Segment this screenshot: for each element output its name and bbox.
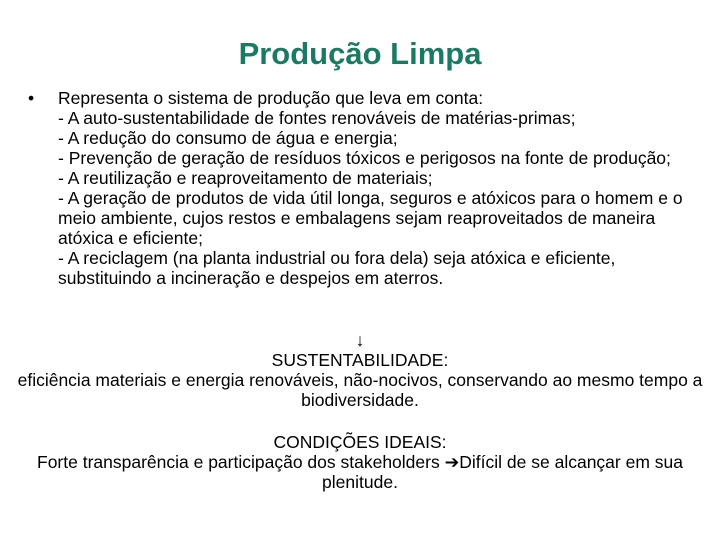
bullet-marker: • <box>28 88 35 108</box>
condicoes-text-before: Forte transparência e participação dos stakeholders <box>37 452 440 472</box>
list-item: - A redução do consumo de água e energia; <box>58 128 398 148</box>
list-item: - A geração de produtos de vida útil longa, seguros e atóxicos para o homem e o meio ambiente, cujos restos e embalagens sejam reaproveitados de maneira atóxica e eficiente; <box>58 188 683 248</box>
bullet-lead: Representa o sistema de produção que leva em conta: <box>58 88 484 108</box>
list-item: - A auto-sustentabilidade de fontes renováveis de matérias-primas; <box>58 108 576 128</box>
right-arrow-icon: ➔ <box>444 452 460 472</box>
list-item: - A reciclagem (na planta industrial ou fora dela) seja atóxica e eficiente, substituindo a incineração e despejos em aterros. <box>58 248 616 288</box>
sustentabilidade-section <box>0 350 720 410</box>
sustentabilidade-text: eficiência materiais e energia renováveis, não-nocivos, conservando ao mesmo tempo a biodiversidade. <box>17 370 703 410</box>
bullet-lead-line <box>28 88 708 108</box>
condicoes-section <box>0 432 720 492</box>
list-item: - Prevenção de geração de resíduos tóxicos e perigosos na fonte de produção; <box>58 148 671 168</box>
condicoes-heading: CONDIÇÕES IDEAIS: <box>273 432 447 452</box>
bullet-list <box>28 88 708 288</box>
slide-title: Produção Limpa <box>238 36 482 71</box>
sustentabilidade-heading: SUSTENTABILIDADE: <box>271 350 449 370</box>
down-arrow-icon: ↓ <box>355 330 365 350</box>
condicoes-text-after: Difícil de se alcançar em sua plenitude. <box>322 452 683 492</box>
condicoes-text <box>0 452 720 492</box>
list-item: - A reutilização e reaproveitamento de materiais; <box>58 168 433 188</box>
